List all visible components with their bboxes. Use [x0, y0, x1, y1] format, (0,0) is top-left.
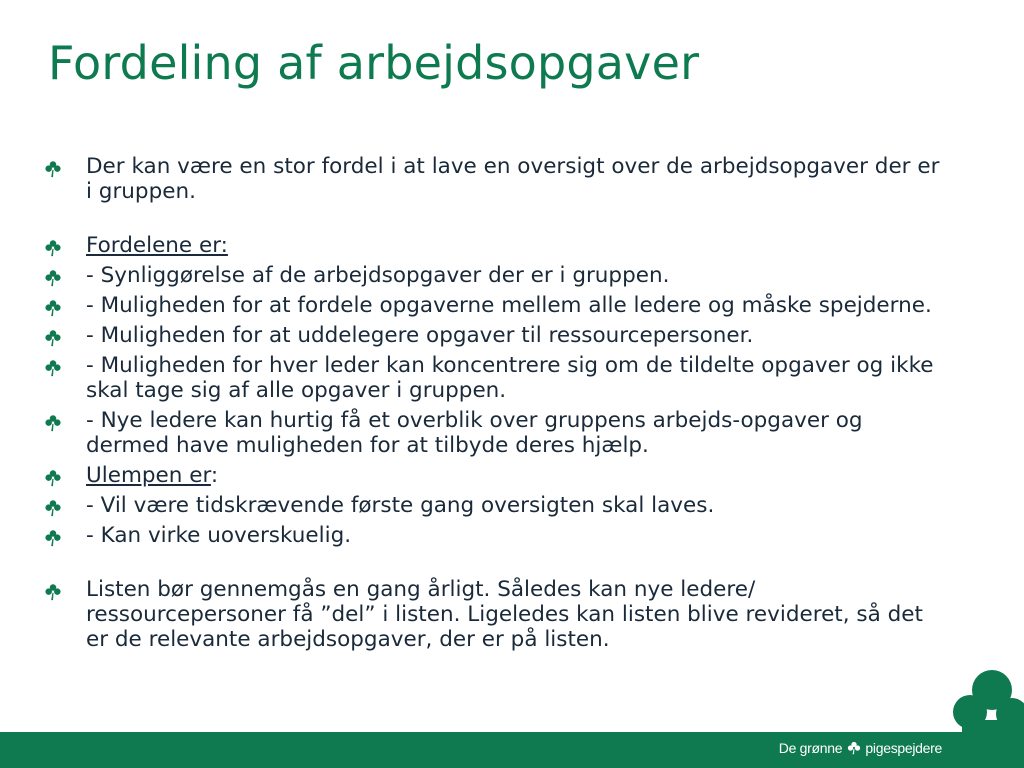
clover-logo-icon [847, 741, 861, 755]
bullet-text: - Muligheden for at uddelegere opgaver til ressourcepersoner. [86, 323, 754, 348]
clover-icon [44, 414, 62, 432]
clover-icon [44, 299, 62, 317]
clover-icon [44, 359, 62, 377]
logo-text-part2: pigespejdere [865, 740, 942, 756]
bullet-text: - Muligheden for hver leder kan koncentrere sig om de tildelte opgaver og ikke skal tage sig af alle opgaver i gruppen. [86, 353, 934, 403]
slide-title: Fordeling af arbejdsopgaver [48, 36, 700, 90]
bullet-heading [86, 463, 944, 488]
bullet-item [44, 263, 944, 288]
clover-icon [44, 583, 62, 601]
bullet-list [44, 154, 944, 657]
bullet-heading-suffix: : [210, 463, 219, 488]
clover-icon [44, 239, 62, 257]
bullet-text: - Vil være tidskrævende første gang oversigten skal laves. [86, 493, 715, 518]
clover-decoration-icon [932, 668, 1024, 738]
clover-icon [44, 469, 62, 487]
clover-icon [44, 329, 62, 347]
bullet-text: - Kan virke uoverskuelig. [86, 523, 352, 548]
bullet-item [44, 523, 944, 548]
bullet-item [44, 154, 944, 204]
bullet-item [44, 408, 944, 458]
bullet-text: - Nye ledere kan hurtig få et overblik over gruppens arbejds-opgaver og dermed have muligheden for at tilbyde deres hjælp. [86, 408, 863, 458]
bullet-item [44, 577, 944, 652]
bullet-item [44, 463, 944, 488]
bullet-heading-underlined: Ulempen er [86, 463, 211, 488]
clover-icon [44, 529, 62, 547]
bullet-item [44, 323, 944, 348]
bullet-item [44, 353, 944, 403]
bullet-text: - Synliggørelse af de arbejdsopgaver der er i gruppen. [86, 263, 670, 288]
bullet-heading: Fordelene er: [86, 233, 228, 258]
bullet-item [44, 293, 944, 318]
clover-icon [44, 499, 62, 517]
bullet-text: Listen bør gennemgås en gang årligt. Således kan nye ledere/ ressourcepersoner få ”del” i listen. Ligeledes kan listen blive revideret, så det er de relevante arbejdsopgaver, der er på listen. [86, 577, 923, 652]
clover-icon [44, 269, 62, 287]
bullet-text: - Muligheden for at fordele opgaverne mellem alle ledere og måske spejderne. [86, 293, 932, 318]
bullet-item [44, 493, 944, 518]
footer-logo [779, 740, 942, 756]
logo-text-part1: De grønne [778, 740, 843, 756]
bullet-item [44, 233, 944, 258]
clover-icon [44, 160, 62, 178]
bullet-text: Der kan være en stor fordel i at lave en oversigt over de arbejdsopgaver der er i gruppen. [86, 154, 940, 204]
